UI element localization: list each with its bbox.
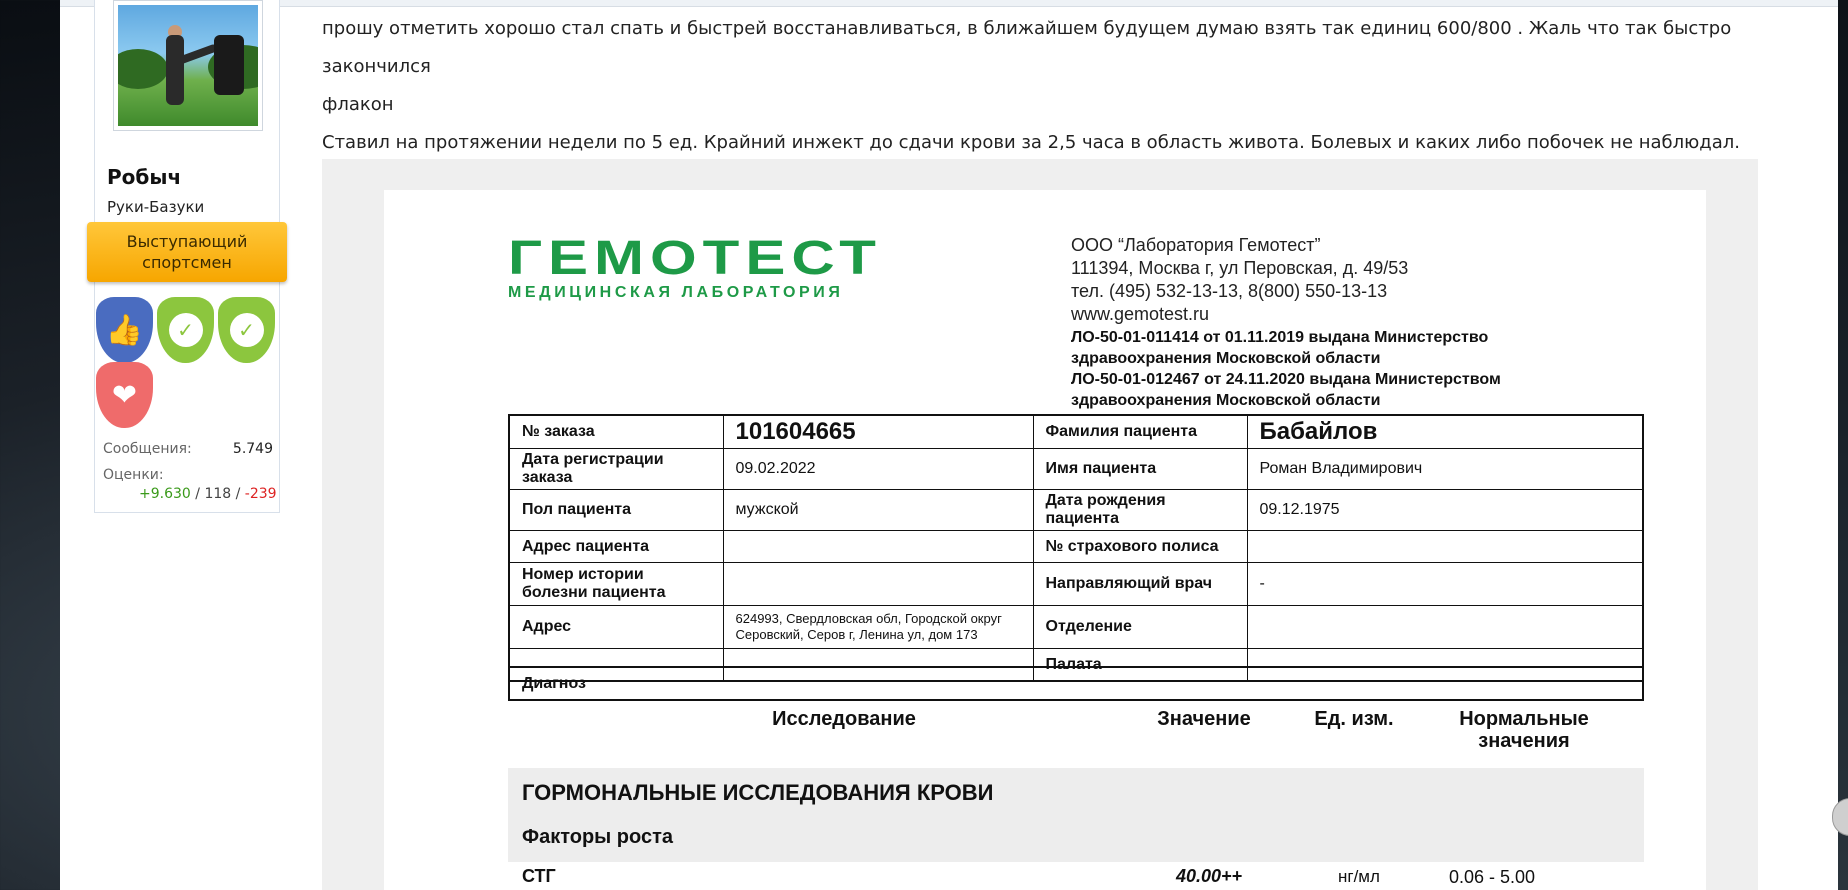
history-label: Номер истории болезни пациента: [509, 563, 723, 606]
lab-licenses: [1071, 327, 1501, 411]
reg-date-label: Дата регистрации заказа: [509, 449, 723, 490]
column-value: Значение: [1157, 708, 1251, 730]
subsection-title: Факторы роста: [522, 826, 674, 848]
address-value: [723, 606, 1033, 649]
surname-value: Бабайлов: [1247, 415, 1643, 449]
lab-contacts: [1071, 234, 1408, 326]
avatar-image[interactable]: [118, 5, 258, 126]
lab-address: 111394, Москва г, ул Перовская, д. 49/53: [1071, 258, 1409, 278]
check-chat-icon[interactable]: ✓: [157, 297, 214, 363]
name-value: Роман Владимирович: [1247, 449, 1643, 490]
background-space: [1838, 0, 1848, 890]
column-norm: [1444, 708, 1604, 752]
user-stats: [103, 436, 273, 488]
forum-page: [60, 0, 1838, 890]
ward-label: Палата: [1033, 649, 1247, 682]
column-norm-line: значения: [1478, 730, 1570, 752]
post-line: флакон: [322, 94, 394, 115]
user-title: Руки-Базуки: [107, 198, 205, 216]
department-value: [1247, 606, 1643, 649]
license-line: ЛО-50-01-012467 от 24.11.2020 выдана Министерством: [1071, 371, 1501, 388]
department-label: Отделение: [1033, 606, 1247, 649]
diagnosis-table: [508, 666, 1644, 701]
lab-report-document: [384, 190, 1706, 890]
doctor-value: -: [1247, 563, 1643, 606]
address-line: Серовский, Серов г, Ленина ул, дом 173: [735, 627, 978, 642]
user-sidebar: [94, 0, 280, 513]
awards: [95, 294, 281, 430]
patient-address-label: Адрес пациента: [509, 531, 723, 563]
messages-value[interactable]: 5.749: [232, 441, 273, 457]
birth-value: 09.12.1975: [1247, 490, 1643, 531]
avatar[interactable]: [113, 0, 263, 131]
ratings-values: [139, 486, 277, 502]
name-label: Имя пациента: [1033, 449, 1247, 490]
patient-info-table: [508, 414, 1644, 682]
birth-label: Дата рождения пациента: [1033, 490, 1247, 531]
reg-date-value: 09.02.2022: [723, 449, 1033, 490]
license-line: здравоохранения Московской области: [1071, 392, 1381, 409]
sex-label: Пол пациента: [509, 490, 723, 531]
result-value: 40.00++: [1176, 866, 1243, 886]
column-unit: Ед. изм.: [1314, 708, 1394, 730]
address-line: 624993, Свердловская обл, Городской округ: [735, 611, 1002, 626]
column-study: Исследование: [772, 708, 916, 730]
lab-phone: тел. (495) 532-13-13, 8(800) 550-13-13: [1071, 281, 1388, 301]
ratings-negative: -239: [244, 486, 277, 502]
result-unit: нг/мл: [1338, 867, 1380, 886]
section-title: ГОРМОНАЛЬНЫЕ ИССЛЕДОВАНИЯ КРОВИ: [522, 780, 994, 805]
ratings-label: Оценки:: [103, 467, 164, 483]
result-norm: 0.06 - 5.00: [1449, 867, 1536, 887]
address-label: Адрес: [509, 606, 723, 649]
lab-site: www.gemotest.ru: [1071, 304, 1210, 324]
heart-icon[interactable]: ❤: [96, 362, 153, 428]
policy-value: [1247, 531, 1643, 563]
history-value: [723, 563, 1033, 606]
order-value: 101604665: [723, 415, 1033, 449]
gemotest-logo-subtitle: МЕДИЦИНСКАЯ ЛАБОРАТОРИЯ: [508, 284, 844, 301]
column-norm-line: Нормальные: [1459, 708, 1589, 730]
patient-address-value: [723, 531, 1033, 563]
ratings-neutral: 118: [204, 486, 232, 502]
check-chat-icon[interactable]: ✓: [218, 297, 275, 363]
sex-value: мужской: [723, 490, 1033, 531]
ratings-positive: +9.630: [139, 486, 191, 502]
gemotest-logo: ГЕМОТЕСТ: [508, 230, 882, 285]
surname-label: Фамилия пациента: [1033, 415, 1247, 449]
lab-name: ООО “Лаборатория Гемотест”: [1071, 235, 1321, 255]
post-line: Ставил на протяжении недели по 5 ед. Крайний инжект до сдачи крови за 2,5 часа в область живота. Болевых и каких либо побочек не наблюдал.: [322, 132, 1740, 153]
user-badge: Выступающий спортсмен: [87, 222, 287, 282]
ratings-separator: /: [231, 486, 245, 502]
license-line: ЛО-50-01-011414 от 01.11.2019 выдана Министерство: [1071, 329, 1489, 346]
attached-image[interactable]: [322, 159, 1758, 890]
page-top-border: [60, 0, 1838, 7]
post-line: прошу отметить хорошо стал спать и быстрей восстанавливаться, в ближайшем будущем думаю взять так единиц 600/800 . Жаль что так быстро закончился: [322, 18, 1732, 77]
policy-label: № страхового полиса: [1033, 531, 1247, 563]
ratings-separator: /: [190, 486, 205, 502]
diagnosis-label: Диагноз: [522, 674, 586, 692]
order-label: № заказа: [509, 415, 723, 449]
messages-label: Сообщения:: [103, 441, 192, 457]
license-line: здравоохранения Московской области: [1071, 350, 1381, 367]
doctor-label: Направляющий врач: [1033, 563, 1247, 606]
username[interactable]: Робыч: [107, 165, 182, 189]
result-name: СТГ: [522, 866, 556, 886]
thumbs-up-icon[interactable]: 👍: [96, 297, 153, 363]
